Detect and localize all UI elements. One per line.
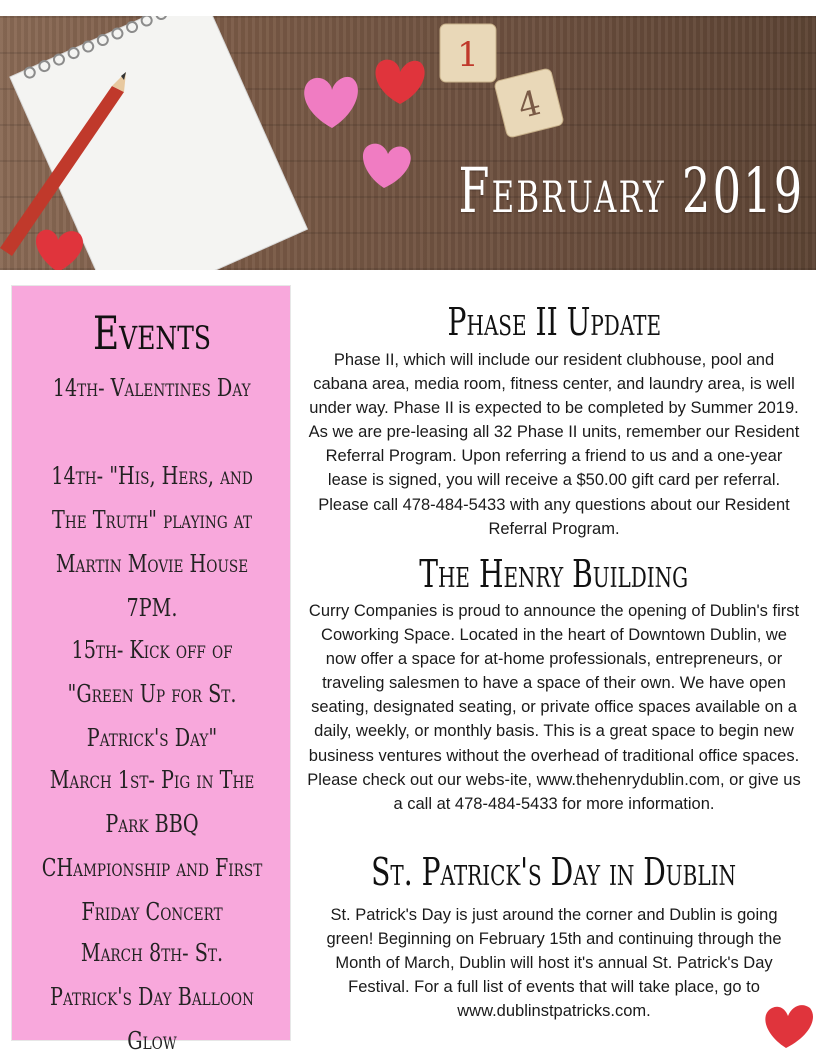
banner-title: February 2019 xyxy=(458,154,804,227)
dice-number-one: 1 xyxy=(457,35,479,75)
phase-two-heading: Phase II Update xyxy=(447,300,661,344)
dice-number-four: 4 xyxy=(514,82,545,127)
henry-building-text: Curry Companies is proud to announce the opening of Dublin's first Coworking Space. Located in the heart of Downtown Dublin, we now offer a space for at-home professionals, entrepreneurs, or traveling salesmen to have a space of their own. We have open seating, designated seating, or private office spaces available on a daily, weekly, or monthly basis. This is a great space to begin new business ventures without the overhead of traditional office spaces. Please check out our webs-ite, www.thehenrydublin.com, or give us a call at 478-484-5433 for more information. xyxy=(307,602,801,813)
st-patricks-text: St. Patrick's Day is just around the corner and Dublin is going green! Beginning on February 15th and continuing through the Month of March, Dublin will host it's annual St. Patrick's Day Festival. For a full list of events that will take place, go to www.dublinstpatricks.com. xyxy=(326,906,782,1021)
header-banner xyxy=(0,16,816,270)
henry-building-heading: The Henry Building xyxy=(419,552,689,596)
events-panel xyxy=(11,285,291,1055)
event-item: 14th- "His, Hers, and The Truth" playing at Martin Movie House 7PM. xyxy=(51,462,253,622)
notepad-icon xyxy=(9,16,307,270)
banner-illustration xyxy=(0,16,816,270)
event-item: 14th- Valentines Day xyxy=(53,374,251,402)
st-patricks-heading: St. Patrick's Day in Dublin xyxy=(371,850,737,894)
heart-icon xyxy=(36,230,83,270)
events-heading: Events xyxy=(92,306,212,360)
heart-icon xyxy=(363,144,411,188)
event-item: 15th- Kick off of "Green Up for St. Patrick's Day" xyxy=(67,636,237,752)
heart-icon xyxy=(304,77,358,128)
phase-two-text: Phase II, which will include our resident clubhouse, pool and cabana area, media room, fitness center, and laundry area, is well under way. Phase II is expected to be completed by Summer 2019. As we are pre-leasing all 32 Phase II units, remember our Resident Referral Program. Upon referring a friend to us and a one-year lease is signed, you will receive a $50.00 gift card per referral. Please call 478-484-5433 with any questions about our Resident Referral Program. xyxy=(308,351,800,538)
heart-icon xyxy=(760,1000,816,1050)
heart-icon xyxy=(376,60,425,104)
event-item: March 1st- Pig in The Park BBQ CHampionship and First Friday Concert xyxy=(41,766,263,926)
event-item: March 8th- St. Patrick's Day Balloon Glow xyxy=(50,939,254,1055)
